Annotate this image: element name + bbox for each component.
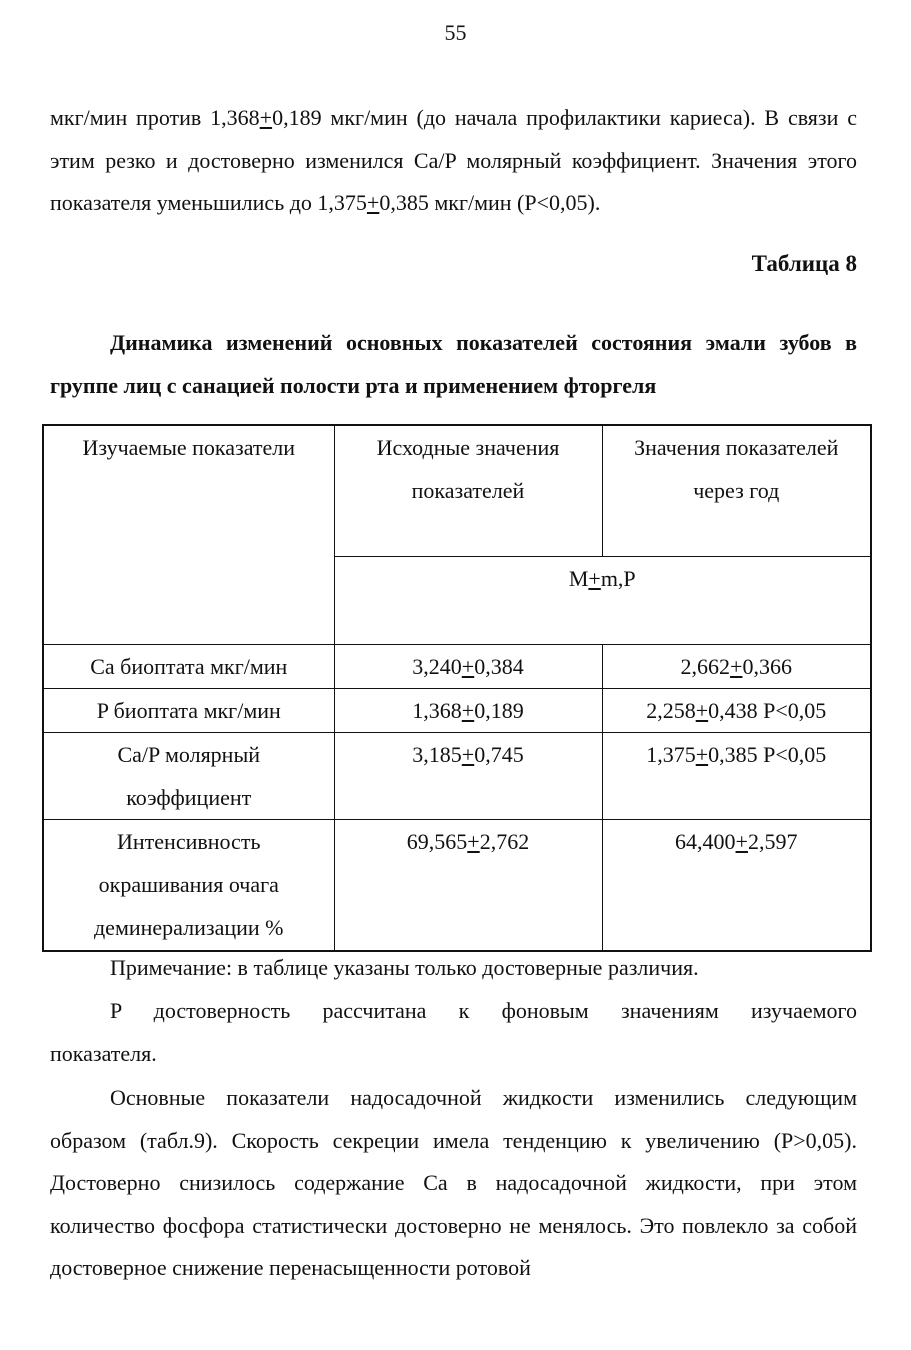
row-initial-value — [334, 732, 602, 819]
value-mean: 1,375 — [646, 741, 696, 767]
header-indicators: Изучаемые показатели — [43, 425, 334, 644]
value-error: 0,384 — [474, 653, 524, 679]
intro-text-1: мкг/мин против 1,368 — [50, 105, 260, 130]
row-year-value — [602, 819, 871, 951]
row-initial-value — [334, 688, 602, 732]
data-table — [42, 424, 872, 952]
plus-minus-sign: + — [259, 105, 273, 130]
table-row — [43, 644, 871, 688]
plus-minus-sign: + — [695, 697, 709, 723]
row-year-value — [602, 688, 871, 732]
table-label: Таблица 8 — [751, 251, 857, 276]
plus-minus-sign: + — [730, 653, 743, 679]
row-label: P биоптата мкг/мин — [43, 688, 334, 732]
plus-minus-sign: + — [695, 741, 709, 767]
table-row — [43, 688, 871, 732]
plus-minus-sign: + — [735, 828, 748, 854]
plus-minus-sign: + — [461, 653, 475, 679]
value-mean: 69,565 — [406, 828, 468, 854]
value-mean: 2,258 — [646, 697, 696, 723]
value-error: 0,385 P<0,05 — [708, 741, 827, 767]
table-note: Примечание: в таблице указаны только достоверные различия. — [110, 955, 699, 980]
intro-text-3: 0,385 мкг/мин (P<0,05). — [379, 190, 601, 215]
plus-minus-sign: + — [588, 565, 601, 591]
row-label: Ca биоптата мкг/мин — [43, 644, 334, 688]
table-row — [43, 819, 871, 951]
value-mean: 1,368 — [412, 697, 462, 723]
row-label: Интенсивность окрашивания очага деминерализации % — [43, 819, 334, 951]
value-mean: 3,185 — [412, 741, 462, 767]
value-mean: 3,240 — [412, 653, 462, 679]
header-values-after-year: Значения показателей через год — [602, 425, 871, 556]
plus-minus-sign: + — [461, 741, 475, 767]
row-year-value — [602, 644, 871, 688]
value-error: 2,762 — [479, 828, 530, 854]
value-mean: 2,662 — [680, 653, 731, 679]
p-significance-note: P достоверность рассчитана к фоновым значениям изучаемого показателя. — [50, 998, 857, 1066]
value-error: 0,366 — [742, 653, 792, 679]
plus-minus-sign: + — [366, 190, 380, 215]
row-initial-value — [334, 819, 602, 951]
value-error: 0,438 P<0,05 — [708, 697, 827, 723]
value-error: 0,189 — [474, 697, 524, 723]
value-error: 0,745 — [474, 741, 524, 767]
subheader-m: M — [568, 565, 589, 591]
plus-minus-sign: + — [461, 697, 475, 723]
page-number: 55 — [444, 20, 467, 45]
table-row — [43, 732, 871, 819]
subheader-rest: m,P — [600, 565, 636, 591]
value-error: 2,597 — [747, 828, 798, 854]
table-title: Динамика изменений основных показателей состояния эмали зубов в группе лиц с санацией полости рта и применением фторгеля — [50, 330, 857, 398]
row-label: Ca/P молярный коэффициент — [43, 732, 334, 819]
row-year-value — [602, 732, 871, 819]
row-initial-value — [334, 644, 602, 688]
intro-text-2: 0,189 мкг/мин (до начала профилактики кариеса). В связи с этим резко и достоверно изменился Ca/P молярный коэффициент. Значения этого показателя уменьшились до 1,375 — [50, 105, 857, 215]
intro-paragraph — [50, 97, 857, 225]
value-mean: 64,400 — [675, 828, 736, 854]
plus-minus-sign: + — [467, 828, 480, 854]
header-initial-values: Исходные значения показателей — [334, 425, 602, 556]
subheader-m-m-p — [334, 556, 871, 644]
final-paragraph: Основные показатели надосадочной жидкости изменились следующим образом (табл.9). Скорость секреции имела тенденцию к увеличению (P>0,05). Достоверно снизилось содержание Ca в надосадочной жидкости, при этом количество фосфора статистически достоверно не менялось. Это повлекло за собой достоверное снижение перенасыщенности ротовой — [50, 1085, 857, 1280]
